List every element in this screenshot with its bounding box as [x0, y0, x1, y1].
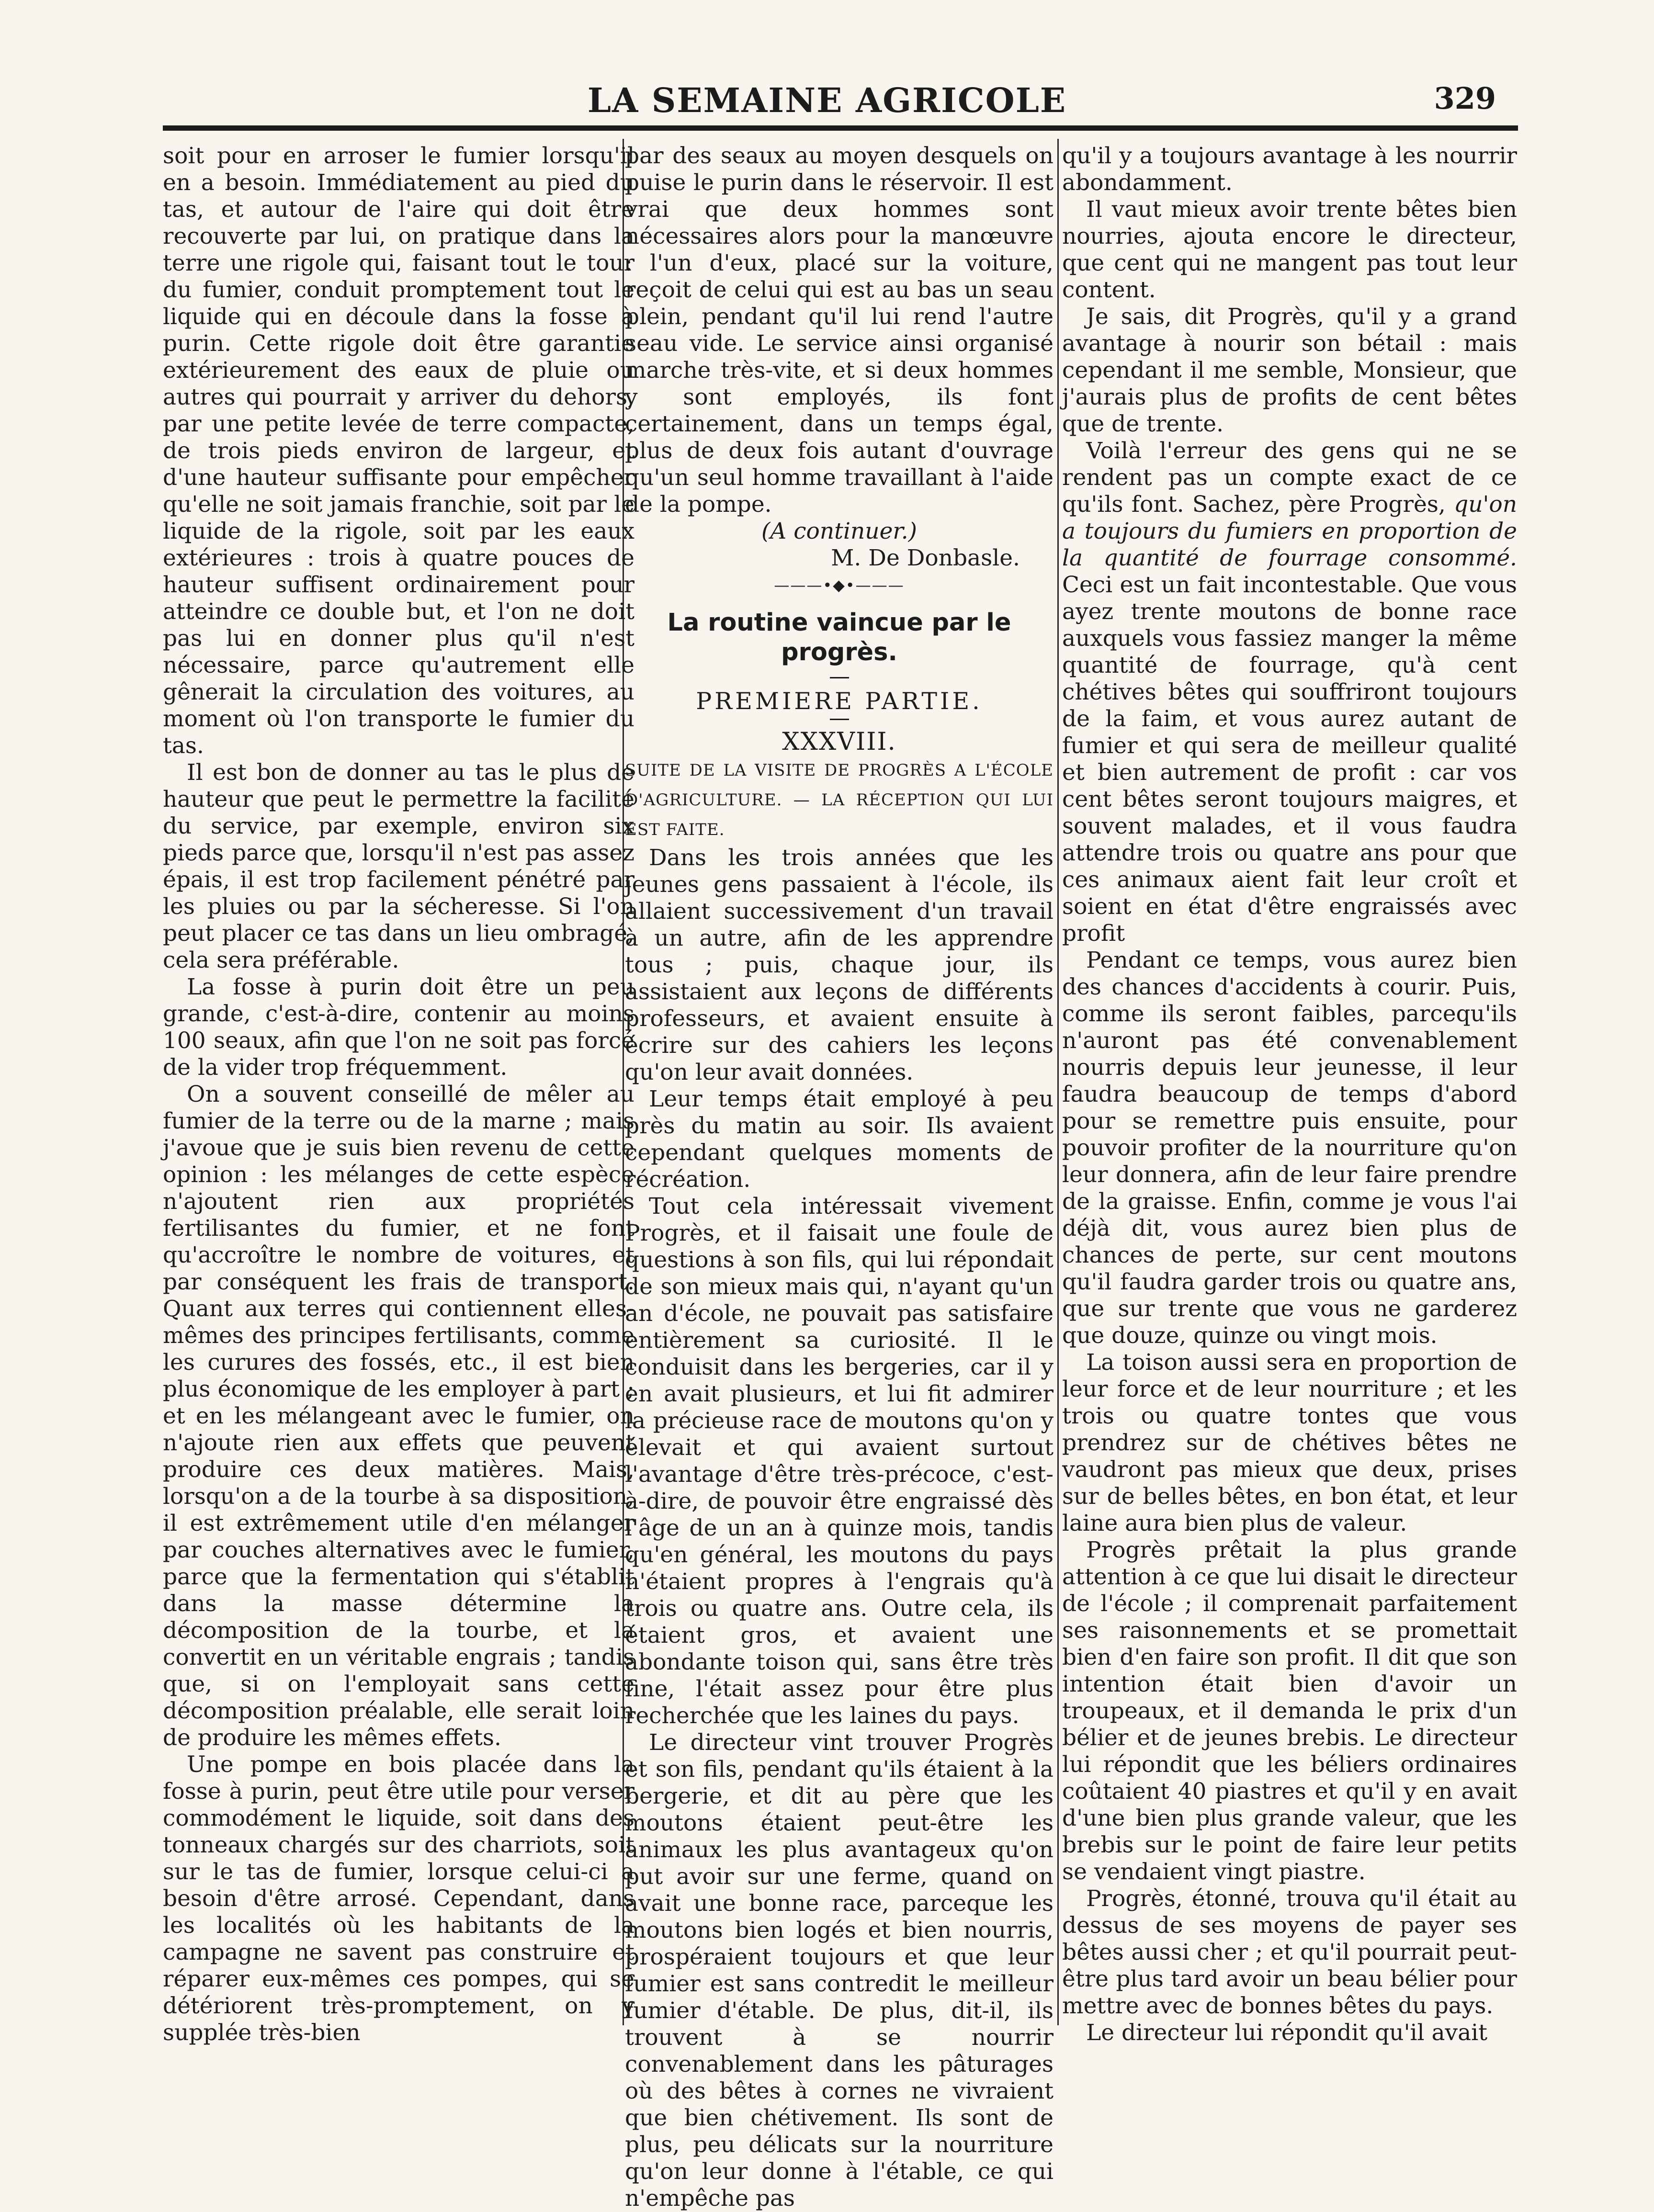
paragraph: Il vaut mieux avoir trente bêtes bien nourries, ajouta encore le directeur, que cent qui ne mangent pas tout leur content.	[1062, 196, 1517, 303]
paragraph: Progrès prêtait la plus grande attention à ce que lui disait le directeur de l'école ; il comprenait parfaitement ses raisonnements et se promettait bien d'en faire son profit. Il dit que son intention était bien d'avoir un troupeaux, et il demanda le prix d'un bélier et de jeunes brebis. Le directeur lui répondit que les béliers ordinaires coûtaient 40 piastres et qu'il y en avait d'une bien plus grande valeur, que les brebis sur le point de faire leur petits se vendaient vingt piastre.	[1062, 1537, 1517, 1885]
paragraph-text: Voilà l'erreur des gens qui ne se rendent pas un compte exact de ce qu'ils font. Sachez, père Progrès,	[1062, 438, 1517, 518]
paragraph: soit pour en arroser le fumier lorsqu'il en a besoin. Immédiatement au pied du tas, et autour de l'aire qui doit être recouverte par lui, on pratique dans la terre une rigole qui, faisant tout le tour du fumier, conduit promptement tout le liquide qui en découle dans la fosse à purin. Cette rigole doit être garantie extérieurement des eaux de pluie ou autres qui pourrait y arriver du dehors, par une petite levée de terre compacte, de trois pieds environ de largeur, et d'une hauteur suffisante pour empêcher qu'elle ne soit jamais franchie, soit par le liquide de la rigole, soit par les eaux extérieures : trois à quatre pouces de hauteur suffisent ordinairement pour atteindre ce double but, et l'on ne doit pas lui en donner plus qu'il n'est nécessaire, parce qu'autrement elle gênerait la circulation des voitures, au moment où l'on transporte le fumier du tas.	[163, 143, 634, 759]
paragraph	[1062, 438, 1517, 947]
header-rule	[163, 125, 1518, 131]
paragraph: Il est bon de donner au tas le plus de hauteur que peut le permettre la facilité du service, par exemple, environ six pieds parce que, lorsqu'il n'est pas assez épais, il est trop facilement pénétré par les pluies ou par la sécheresse. Si l'on peut placer ce tas dans un lieu ombragé, cela sera préférable.	[163, 759, 634, 973]
chapter-number: XXXVIII.	[782, 728, 896, 756]
text-column-3	[1062, 143, 1517, 2046]
author-signature: M. De Donbasle.	[831, 545, 1020, 571]
paragraph: Le directeur lui répondit qu'il avait	[1086, 2020, 1488, 2046]
paragraph: La fosse à purin doit être un peu grande, c'est-à-dire, contenir au moins 100 seaux, afin que l'on ne soit pas forcé de la vider trop fréquemment.	[163, 974, 634, 1081]
paragraph: Leur temps était employé à peu près du matin au soir. Ils avaient cependant quelques moments de récréation.	[625, 1086, 1054, 1193]
ornament-divider: ———•◆•———	[774, 576, 905, 594]
continued-note: (A continuer.)	[761, 518, 917, 544]
paragraph: qu'il y a toujours avantage à les nourrir abondamment.	[1062, 143, 1517, 196]
text-column-2	[625, 143, 1054, 2212]
paragraph: Dans les trois années que les jeunes gens passaient à l'école, ils allaient successivement d'un travail à un autre, afin de les apprendre tous ; puis, chaque jour, ils assistaient aux leçons de différents professeurs, et avaient ensuite à écrire sur des cahiers les leçons qu'on leur avait données.	[625, 845, 1054, 1085]
chapter-summary: SUITE DE LA VISITE DE PROGRÈS A L'ÉCOLE D'AGRICULTURE. — LA RÉCEPTION QUI LUI EST FAITE.	[625, 761, 1054, 839]
paragraph: Je sais, dit Progrès, qu'il y a grand avantage à nourir son bétail : mais cependant il me semble, Monsieur, que j'aurais plus de profits de cent bêtes que de trente.	[1062, 304, 1517, 437]
column-divider-2	[1057, 139, 1059, 2025]
paragraph: Une pompe en bois placée dans la fosse à purin, peut être utile pour verser commodément le liquide, soit dans des tonneaux chargés sur des charriots, soit sur le tas de fumier, lorsque celui-ci a besoin d'être arrosé. Cependant, dans les localités où les habitants de la campagne ne savent pas construire et réparer eux-mêmes ces pompes, qui se détériorent très-promptement, on y supplée très-bien	[163, 1751, 634, 2046]
paragraph: Pendant ce temps, vous aurez bien des chances d'accidents à courir. Puis, comme ils seront faibles, parcequ'ils n'auront pas été convenablement nourris depuis leur jeunesse, il leur faudra beaucoup de temps d'abord pour se remettre puis ensuite, pour pouvoir profiter de la nourriture qu'on leur donnera, afin de leur faire prendre de la graisse. Enfin, comme je vous l'ai déjà dit, vous aurez bien plus de chances de perte, sur cent moutons qu'il faudra garder trois ou quatre ans, que sur trente que vous ne garderez que douze, quinze ou vingt mois.	[1062, 947, 1517, 1349]
section-title: La routine vaincue par le progrès.	[667, 609, 1011, 666]
paragraph: Le directeur vint trouver Progrès et son fils, pendant qu'ils étaient à la bergerie, et dit au père que les moutons étaient peut-être les animaux les plus avantageux qu'on put avoir sur une ferme, quand on avait une bonne race, parceque les moutons bien logés et bien nourris, prospéraient toujours et que leur fumier est sans contredit le meilleur fumier d'étable. De plus, dit-il, ils trouvent à se nourrir convenablement dans les pâturages où des bêtes à cornes ne vivraient que bien chétivement. Ils sont de plus, peu délicats sur la nourriture qu'on leur donne à l'étable, ce qui n'empêche pas	[625, 1729, 1054, 2212]
short-rule	[830, 719, 849, 720]
journal-title: LA SEMAINE AGRICOLE	[587, 80, 1067, 120]
short-rule	[830, 677, 849, 678]
emphasized-text: qu'on a toujours du fumiers en proportion de la quantité de fourrage consommé.	[1062, 491, 1517, 571]
paragraph: La toison aussi sera en proportion de leur force et de leur nourriture ; et les trois ou quatre tontes que vous prendrez sur de chétives bêtes ne vaudront pas mieux que deux, prises sur de belles bêtes, en bon état, et leur laine aura bien plus de valeur.	[1062, 1349, 1517, 1536]
text-column-1	[163, 143, 634, 2046]
part-title: PREMIERE PARTIE.	[696, 688, 983, 715]
paragraph-text: Ceci est un fait incontestable. Que vous ayez trente moutons de bonne race auxquels vous fassiez manger la même quantité de fourrage, qu'à cent chétives bêtes qui souffriront toujours de la faim, et vous aurez autant de fumier et qui sera de meilleur qualité et bien autrement de profit : car vos cent bêtes seront toujours maigres, et souvent malades, et il vous faudra attendre trois ou quatre ans pour que ces animaux aient fait leur croît et soient en état d'être engraissés avec profit	[1062, 572, 1517, 947]
page-number: 329	[1434, 81, 1496, 116]
paragraph: Tout cela intéressait vivement Progrès, et il faisait une foule de questions à son fils, qui lui répondait de son mieux mais qui, n'ayant qu'un an d'école, ne pouvait pas satisfaire entièrement sa curiosité. Il le conduisit dans les bergeries, car il y en avait plusieurs, et lui fit admirer la précieuse race de moutons qu'on y élevait et qui avaient surtout l'avantage d'être très-précoce, c'est-à-dire, de pouvoir être engraissé dès l'âge de un an à quinze mois, tandis qu'en général, les moutons du pays n'étaient propres à l'engrais qu'à trois ou quatre ans. Outre cela, ils étaient gros, et avaient une abondante toison qui, sans être très fine, l'était assez pour être plus recherchée que les laines du pays.	[625, 1193, 1054, 1729]
paragraph: On a souvent conseillé de mêler au fumier de la terre ou de la marne ; mais j'avoue que je suis bien revenu de cette opinion : les mélanges de cette espèce n'ajoutent rien aux propriétés fertilisantes du fumier, et ne font qu'accroître le nombre de voitures, et par conséquent les frais de transport. Quant aux terres qui contiennent elles-mêmes des principes fertilisants, comme les curures des fossés, etc., il est bien plus économique de les employer à part ; et en les mélangeant avec le fumier, on n'ajoute rien aux effets que peuvent produire ces deux matières. Mais, lorsqu'on a de la tourbe à sa disposition, il est extrêmement utile d'en mélanger par couches alternatives avec le fumier, parce que la fermentation qui s'établit dans la masse détermine la décomposition de la tourbe, et la convertit en un véritable engrais ; tandis que, si on l'employait sans cette décomposition préalable, elle serait loin de produire les mêmes effets.	[163, 1081, 634, 1751]
paragraph: par des seaux au moyen desquels on puise le purin dans le réservoir. Il est vrai que deux hommes sont nécessaires alors pour la manœuvre : l'un d'eux, placé sur la voiture, reçoit de celui qui est au bas un seau plein, pendant qu'il lui rend l'autre seau vide. Le service ainsi organisé marche très-vite, et si deux hommes y sont employés, ils font certainement, dans un temps égal, plus de deux fois autant d'ouvrage qu'un seul homme travaillant à l'aide de la pompe.	[625, 143, 1054, 518]
paragraph: Progrès, étonné, trouva qu'il était au dessus de ses moyens de payer ses bêtes aussi cher ; et qu'il pourrait peut-être plus tard avoir un beau bélier pour mettre avec de bonnes bêtes du pays.	[1062, 1885, 1517, 2019]
